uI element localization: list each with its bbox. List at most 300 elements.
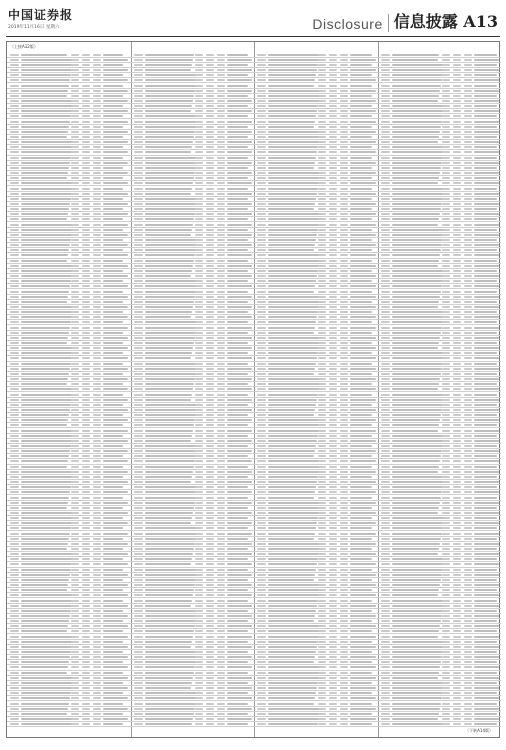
table-cell (195, 460, 203, 462)
table-cell (134, 368, 143, 370)
table-cell (392, 394, 445, 396)
table-cell (227, 373, 248, 375)
table-cell (318, 105, 326, 107)
table-cell (206, 327, 214, 329)
table-cell (464, 239, 472, 241)
table-cell (195, 265, 203, 267)
table-cell (227, 723, 248, 725)
table-cell (195, 543, 203, 545)
table-cell (381, 100, 390, 102)
table-cell (381, 275, 390, 277)
table-cell (257, 388, 266, 390)
table-row (378, 309, 502, 310)
table-row (254, 556, 378, 557)
table-row (131, 216, 255, 217)
table-cell (10, 682, 19, 684)
table-row (131, 500, 255, 501)
table-cell (93, 115, 101, 117)
table-cell (217, 193, 225, 195)
table-row (254, 103, 378, 104)
table-row (254, 149, 378, 150)
table-cell (206, 316, 214, 318)
table-cell (206, 115, 214, 117)
table-cell (340, 74, 348, 76)
table-cell (93, 497, 101, 499)
table-row (131, 134, 255, 135)
table-cell (453, 311, 461, 313)
table-cell (381, 141, 390, 143)
table-cell (453, 131, 461, 133)
table-cell (268, 460, 321, 462)
table-cell (350, 538, 372, 540)
table-row (7, 628, 131, 629)
table-cell (392, 260, 439, 262)
table-cell (93, 234, 101, 236)
table-cell (340, 378, 348, 380)
table-cell (329, 466, 337, 468)
table-cell (10, 126, 19, 128)
table-cell (103, 136, 123, 138)
table-cell (474, 316, 500, 318)
table-cell (392, 471, 438, 473)
table-cell (268, 517, 318, 519)
table-cell (71, 713, 79, 715)
table-cell (206, 692, 214, 694)
table-cell (392, 661, 441, 663)
table-cell (10, 79, 19, 81)
table-cell (103, 79, 128, 81)
table-row (7, 530, 131, 531)
table-cell (474, 347, 500, 349)
table-row (254, 716, 378, 717)
table-cell (71, 651, 79, 653)
table-cell (134, 620, 143, 622)
table-cell (93, 589, 101, 591)
table-cell (257, 208, 266, 210)
table-cell (134, 177, 143, 179)
table-cell (82, 110, 90, 112)
table-cell (340, 399, 348, 401)
table-cell (93, 368, 101, 370)
table-row (378, 587, 502, 588)
table-cell (93, 579, 101, 581)
table-cell (464, 450, 472, 452)
table-cell (82, 507, 90, 509)
table-cell (464, 321, 472, 323)
table-cell (206, 682, 214, 684)
table-cell (268, 260, 320, 262)
table-cell (206, 708, 214, 710)
table-cell (227, 296, 253, 298)
table-cell (464, 177, 472, 179)
table-cell (474, 321, 497, 323)
table-cell (82, 600, 90, 602)
table-cell (227, 131, 253, 133)
table-cell (340, 100, 348, 102)
table-cell (268, 584, 321, 586)
table-cell (145, 260, 194, 262)
table-cell (195, 455, 203, 457)
table-cell (340, 383, 348, 385)
table-cell (381, 383, 390, 385)
table-cell (340, 538, 348, 540)
table-cell (145, 687, 191, 689)
table-cell (442, 703, 450, 705)
table-row (7, 386, 131, 387)
table-cell (82, 239, 90, 241)
table-cell (217, 291, 225, 293)
table-cell (206, 95, 214, 97)
table-cell (71, 172, 79, 174)
table-cell (329, 198, 337, 200)
table-cell (350, 378, 376, 380)
table-cell (268, 563, 317, 565)
table-cell (474, 136, 497, 138)
table-cell (134, 636, 143, 638)
table-row (131, 433, 255, 434)
table-cell (329, 59, 337, 61)
table-cell (10, 172, 19, 174)
table-cell (10, 244, 19, 246)
table-cell (217, 625, 225, 627)
table-cell (195, 589, 203, 591)
table-cell (21, 234, 72, 236)
table-cell (474, 723, 497, 725)
table-cell (195, 569, 203, 571)
table-cell (381, 543, 390, 545)
table-cell (21, 605, 72, 607)
table-cell (206, 502, 214, 504)
table-cell (82, 466, 90, 468)
table-cell (227, 589, 248, 591)
table-cell (340, 414, 348, 416)
table-cell (257, 311, 266, 313)
table-cell (257, 141, 266, 143)
table-cell (464, 167, 472, 169)
table-cell (318, 672, 326, 674)
table-row (131, 386, 255, 387)
table-cell (206, 553, 214, 555)
table-cell (392, 373, 441, 375)
table-cell (82, 394, 90, 396)
table-cell (206, 254, 214, 256)
table-cell (329, 718, 337, 720)
table-row (7, 88, 131, 89)
table-cell (392, 610, 443, 612)
table-cell (318, 363, 326, 365)
table-cell (381, 703, 390, 705)
table-cell (82, 213, 90, 215)
table-cell (227, 424, 248, 426)
table-cell (10, 249, 19, 251)
table-cell (442, 569, 450, 571)
table-cell (145, 54, 194, 56)
table-cell (381, 589, 390, 591)
table-cell (340, 321, 348, 323)
table-cell (195, 311, 203, 313)
table-cell (82, 589, 90, 591)
table-row (7, 278, 131, 279)
table-cell (329, 409, 337, 411)
table-cell (206, 435, 214, 437)
table-cell (217, 239, 225, 241)
table-cell (340, 332, 348, 334)
table-cell (10, 409, 19, 411)
table-cell (318, 455, 326, 457)
table-cell (103, 491, 128, 493)
table-cell (217, 404, 225, 406)
table-cell (464, 394, 472, 396)
table-cell (350, 713, 372, 715)
table-cell (268, 713, 320, 715)
table-cell (134, 352, 143, 354)
table-cell (227, 368, 253, 370)
table-cell (82, 229, 90, 231)
table-cell (195, 275, 203, 277)
table-cell (464, 497, 472, 499)
table-cell (340, 311, 348, 313)
table-row (7, 474, 131, 475)
table-cell (257, 136, 266, 138)
table-cell (268, 404, 316, 406)
table-cell (381, 672, 390, 674)
table-cell (93, 208, 101, 210)
table-row (7, 93, 131, 94)
table-cell (71, 682, 79, 684)
table-cell (134, 239, 143, 241)
table-cell (71, 383, 79, 385)
table-cell (350, 646, 376, 648)
table-cell (268, 723, 318, 725)
section-english-label: Disclosure (312, 16, 383, 32)
table-cell (145, 79, 197, 81)
table-cell (21, 718, 74, 720)
table-row (7, 597, 131, 598)
table-cell (206, 409, 214, 411)
table-cell (257, 533, 266, 535)
table-cell (217, 280, 225, 282)
table-cell (329, 563, 337, 565)
table-cell (257, 419, 266, 421)
table-cell (217, 703, 225, 705)
table-cell (134, 265, 143, 267)
table-cell (134, 332, 143, 334)
table-cell (134, 131, 143, 133)
table-row (131, 294, 255, 295)
table-cell (392, 203, 442, 205)
table-row (7, 644, 131, 645)
table-cell (206, 497, 214, 499)
table-cell (257, 378, 266, 380)
table-cell (268, 646, 317, 648)
table-cell (195, 188, 203, 190)
table-cell (453, 383, 461, 385)
table-cell (392, 115, 443, 117)
table-cell (195, 229, 203, 231)
table-cell (134, 661, 143, 663)
table-cell (340, 594, 348, 596)
table-row (378, 443, 502, 444)
table-cell (257, 342, 266, 344)
table-cell (268, 368, 315, 370)
table-cell (340, 59, 348, 61)
table-row (131, 397, 255, 398)
table-cell (145, 486, 198, 488)
table-row (378, 633, 502, 634)
table-cell (134, 363, 143, 365)
table-cell (82, 656, 90, 658)
table-cell (474, 332, 497, 334)
table-cell (217, 363, 225, 365)
table-cell (21, 460, 68, 462)
table-cell (103, 105, 123, 107)
table-cell (464, 661, 472, 663)
table-cell (134, 502, 143, 504)
table-cell (82, 630, 90, 632)
table-cell (340, 203, 348, 205)
table-cell (474, 131, 500, 133)
table-cell (21, 594, 74, 596)
table-row (378, 206, 502, 207)
table-cell (268, 110, 317, 112)
table-cell (392, 651, 443, 653)
table-cell (453, 74, 461, 76)
table-row (378, 706, 502, 707)
table-cell (206, 306, 214, 308)
table-cell (195, 136, 203, 138)
table-row (254, 469, 378, 470)
table-cell (381, 64, 390, 66)
table-row (254, 453, 378, 454)
table-cell (464, 162, 472, 164)
table-cell (217, 64, 225, 66)
table-cell (340, 435, 348, 437)
table-row (7, 670, 131, 671)
table-cell (195, 394, 203, 396)
table-cell (318, 625, 326, 627)
table-cell (268, 105, 318, 107)
table-row (378, 242, 502, 243)
table-cell (318, 54, 326, 56)
table-cell (217, 605, 225, 607)
table-cell (206, 79, 214, 81)
table-row (254, 407, 378, 408)
table-cell (464, 100, 472, 102)
table-cell (10, 502, 19, 504)
table-cell (442, 126, 450, 128)
table-cell (71, 352, 79, 354)
table-cell (134, 115, 143, 117)
table-cell (103, 538, 123, 540)
table-cell (340, 476, 348, 478)
table-cell (195, 625, 203, 627)
table-row (7, 639, 131, 640)
table-cell (10, 424, 19, 426)
table-row (254, 180, 378, 181)
table-cell (464, 455, 472, 457)
table-row (378, 319, 502, 320)
table-cell (464, 677, 472, 679)
table-cell (453, 455, 461, 457)
table-cell (93, 672, 101, 674)
table-cell (227, 430, 253, 432)
table-cell (227, 167, 248, 169)
table-cell (268, 600, 318, 602)
table-cell (329, 177, 337, 179)
table-cell (268, 332, 314, 334)
table-cell (268, 234, 317, 236)
table-cell (82, 481, 90, 483)
table-cell (442, 327, 450, 329)
table-cell (329, 661, 337, 663)
table-cell (195, 260, 203, 262)
table-cell (10, 404, 19, 406)
table-cell (217, 311, 225, 313)
table-cell (21, 151, 72, 153)
table-cell (340, 471, 348, 473)
table-row (378, 515, 502, 516)
table-row (378, 340, 502, 341)
table-cell (350, 445, 372, 447)
table-cell (103, 455, 123, 457)
table-cell (227, 141, 253, 143)
table-row (378, 108, 502, 109)
table-cell (464, 193, 472, 195)
table-cell (10, 260, 19, 262)
table-cell (464, 471, 472, 473)
table-cell (82, 172, 90, 174)
table-cell (21, 95, 67, 97)
table-cell (21, 64, 73, 66)
table-row (378, 561, 502, 562)
table-cell (340, 569, 348, 571)
table-cell (392, 460, 440, 462)
table-cell (268, 337, 321, 339)
table-cell (257, 605, 266, 607)
table-cell (329, 291, 337, 293)
table-cell (145, 471, 193, 473)
table-cell (453, 548, 461, 550)
table-cell (103, 352, 123, 354)
table-row (7, 309, 131, 310)
table-cell (145, 337, 195, 339)
table-cell (21, 254, 68, 256)
table-cell (392, 332, 441, 334)
table-cell (268, 543, 321, 545)
table-row (254, 129, 378, 130)
table-cell (442, 383, 450, 385)
table-cell (257, 672, 266, 674)
table-row (254, 160, 378, 161)
table-cell (21, 569, 71, 571)
table-cell (217, 100, 225, 102)
table-row (254, 309, 378, 310)
table-cell (10, 656, 19, 658)
table-cell (318, 280, 326, 282)
table-cell (10, 507, 19, 509)
table-cell (227, 630, 248, 632)
table-cell (82, 543, 90, 545)
table-cell (318, 450, 326, 452)
table-row (254, 196, 378, 197)
table-cell (474, 497, 497, 499)
table-cell (474, 208, 497, 210)
table-cell (318, 394, 326, 396)
table-cell (381, 115, 390, 117)
table-cell (340, 327, 348, 329)
table-cell (350, 363, 372, 365)
table-row (378, 98, 502, 99)
